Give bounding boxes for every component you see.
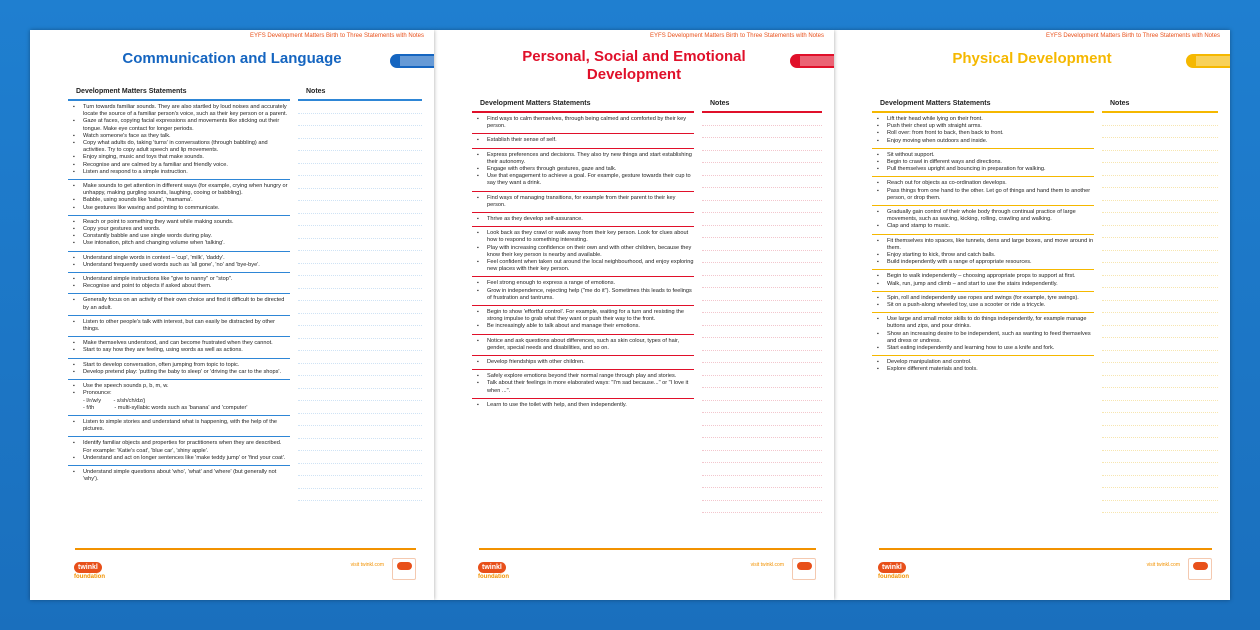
logo-foundation: foundation [878,574,909,580]
notes-line [298,264,422,277]
notes-line [298,214,422,227]
statement-item: ▪ Listen and respond to a simple instruction. [68,169,290,176]
statement-item: ▪ Sit without support. [872,152,1094,159]
statement-item: ▪ Enjoy starting to kick, throw and catch balls. [872,252,1094,259]
page-personal-social-emotional [434,30,834,600]
statement-group [68,466,290,486]
page-physical-development [834,30,1230,600]
notes-line [702,238,822,251]
page-communication-language [30,30,434,600]
statement-group [472,113,694,134]
notes-line [298,164,422,177]
statement-item: ▪ Walk, run, jump and climb – and start to use the stairs independently. [872,281,1094,288]
notes-line [1102,313,1218,326]
notes-header: Notes [1102,100,1218,113]
statement-item: ▪ Turn towards familiar sounds. They are also startled by loud noises and accurately locate the source of a familiar person's voice, such as their key person or a parent. [68,104,290,118]
statement-item: ▪ Lift their head while lying on their front. [872,116,1094,123]
statement-group [872,356,1094,376]
notes-line [702,438,822,451]
statement-group [472,277,694,306]
notes-line [1102,201,1218,214]
visit-link: visit twinkl.com [750,562,784,568]
statement-item: ▪ Listen to other people's talk with interest, but can easily be distracted by other things. [68,319,290,333]
statement-item: ▪ Reach out for objects as co-ordination develops. [872,180,1094,187]
notes-line [702,301,822,314]
notes-line [1102,113,1218,126]
notes-line [702,263,822,276]
statement-item: ▪ Pull themselves upright and bouncing in preparation for walking. [872,166,1094,173]
statement-item: ▪ Start to develop conversation, often jumping from topic to topic. [68,362,290,369]
statement-item: ▪ Understand simple instructions like "give to nanny" or "stop". [68,276,290,283]
statement-item: ▪ Make sounds to get attention in different ways (for example, crying when hungry or unhappy, making gurgling sounds, laughing, cooing or babbling). [68,183,290,197]
statements-header: Development Matters Statements [472,100,694,113]
notes-line [702,501,822,514]
statement-item: ▪ Find ways to calm themselves, through being calmed and comforted by their key person. [472,116,694,130]
notes-line [298,364,422,377]
logo-mark: twinkl [878,562,906,573]
notes-line [1102,326,1218,339]
notes-line [702,463,822,476]
statements-header: Development Matters Statements [68,88,290,101]
footer-rule [479,548,816,550]
statement-item: ▪ Use that engagement to achieve a goal. For example, gesture towards their cup to say they want a drink. [472,173,694,187]
notes-line [298,376,422,389]
notes-line [298,226,422,239]
page-title: Communication and Language [122,50,342,67]
notes-line [1102,276,1218,289]
statement-item: ▪ Fit themselves into spaces, like tunnels, dens and large boxes, and move around in them. [872,238,1094,252]
notes-line [702,451,822,464]
statement-item: ▪ Begin to walk independently – choosing appropriate props to support at first. [872,273,1094,280]
notes-line [1102,263,1218,276]
statement-item: ▪ Use the speech sounds p, b, m, w. [68,383,290,390]
statement-item: ▪ Play with increasing confidence on their own and with other children, because they know their key person is nearby and available. [472,245,694,259]
statement-group [472,306,694,335]
notes-line [298,276,422,289]
statement-group [68,180,290,216]
notes-column [702,100,822,513]
twinkl-foundation-logo [878,556,918,582]
notes-line [702,488,822,501]
notes-line [1102,151,1218,164]
statement-item: ▪ Develop pretend play: 'putting the baby to sleep' or 'driving the car to the shops'. [68,369,290,376]
statement-group [68,437,290,466]
statement-group [472,399,694,412]
notes-line [298,151,422,164]
statement-item: ▪ Begin to show 'effortful control'. For example, waiting for a turn and resisting the strong impulse to grab what they want or push their way to the front. [472,309,694,323]
notes-line [1102,338,1218,351]
tab-decoration [790,54,834,68]
notes-line [298,489,422,502]
statement-item: ▪ Look back as they crawl or walk away from their key person. Look for clues about how to respond to something interesting. [472,230,694,244]
statement-item: ▪ Use gestures like waving and pointing to communicate. [68,205,290,212]
footer-rule [879,548,1212,550]
notes-line [298,251,422,264]
notes-line [1102,251,1218,264]
statement-item: ▪ Spin, roll and independently use ropes and swings (for example, tyre swings). [872,295,1094,302]
statement-group [68,316,290,337]
notes-header: Notes [702,100,822,113]
notes-line [702,126,822,139]
twinkl-foundation-logo [478,556,518,582]
statement-item: ▪ Start eating independently and learning how to use a knife and fork. [872,345,1094,352]
notes-line [298,451,422,464]
notes-line [702,226,822,239]
statement-item: ▪ Show an increasing desire to be independent, such as wanting to feed themselves and dress or undress. [872,331,1094,345]
notes-line [702,163,822,176]
statement-item: ▪ Explore different materials and tools. [872,366,1094,373]
notes-line [298,139,422,152]
statement-item: ▪ Listen to simple stories and understand what is happening, with the help of the pictures. [68,419,290,433]
page-title: Personal, Social and Emotional Development [522,48,746,83]
statement-item: ▪ Reach or point to something they want while making sounds. [68,219,290,226]
notes-column [1102,100,1218,513]
page-title: Physical Development [952,50,1112,67]
notes-line [702,176,822,189]
statement-group [68,273,290,294]
notes-line [702,338,822,351]
notes-line [1102,388,1218,401]
footer-rule [75,548,416,550]
notes-line [298,239,422,252]
notes-line [298,301,422,314]
header-text: EYFS Development Matters Birth to Three Statements with Notes [650,33,824,39]
twinkl-foundation-logo [74,556,114,582]
notes-line [702,326,822,339]
statements-column [68,88,290,486]
statement-item: ▪ Grow in independence, rejecting help ("me do it"). Sometimes this leads to feelings of frustration and tantrums. [472,288,694,302]
statement-group [472,134,694,148]
notes-line [702,213,822,226]
statement-item: ▪ Constantly babble and use single words during play. [68,233,290,240]
statement-item: ▪ Develop manipulation and control. [872,359,1094,366]
statement-item: ▪ Understand frequently used words such as 'all gone', 'no' and 'bye-bye'. [68,262,290,269]
statement-item: ▪ Begin to crawl in different ways and directions. [872,159,1094,166]
statement-item: ▪ Enjoy moving when outdoors and inside. [872,138,1094,145]
notes-line [702,413,822,426]
logo-foundation: foundation [478,574,509,580]
statement-group [472,192,694,213]
notes-line [298,314,422,327]
notes-line [702,351,822,364]
notes-line [702,476,822,489]
notes-line [298,289,422,302]
notes-line [1102,376,1218,389]
statement-group [68,101,290,180]
notes-line [1102,363,1218,376]
notes-line [1102,488,1218,501]
statement-item: ▪ Watch someone's face as they talk. [68,133,290,140]
statement-group [872,313,1094,356]
statement-item: ▪ Understand single words in context – 'cup', 'milk', 'daddy'. [68,255,290,262]
statement-group [472,335,694,356]
header-text: EYFS Development Matters Birth to Three Statements with Notes [1046,33,1220,39]
notes-line [298,401,422,414]
notes-line [298,339,422,352]
logo-mark: twinkl [74,562,102,573]
notes-line [298,201,422,214]
notes-line [1102,501,1218,514]
notes-line [1102,401,1218,414]
statement-item: ▪ Thrive as they develop self-assurance. [472,216,694,223]
statement-item: ▪ Use intonation, pitch and changing volume when 'talking'. [68,240,290,247]
statement-item: ▪ Recognise and are calmed by a familiar and friendly voice. [68,162,290,169]
notes-line [1102,238,1218,251]
statement-group [872,235,1094,271]
statements-column [472,100,694,412]
statement-item: ▪ Roll over: from front to back, then back to front. [872,130,1094,137]
statement-group [68,216,290,252]
notes-line [298,114,422,127]
statement-group [68,252,290,273]
notes-line [1102,163,1218,176]
notes-line [298,189,422,202]
notes-line [702,201,822,214]
notes-line [298,126,422,139]
notes-line [702,363,822,376]
statement-item: ▪ Develop friendships with other children. [472,359,694,366]
statement-item: ▪ Gaze at faces, copying facial expressions and movements like sticking out their tongue. Make eye contact for longer periods. [68,118,290,132]
statement-subitem: - l/r/w/y - s/sh/ch/dz/j [83,397,145,404]
notes-line [1102,351,1218,364]
statement-item: ▪ Notice and ask questions about differences, such as skin colour, types of hair, gender, special needs and disabilities, and so on. [472,338,694,352]
statement-group [472,370,694,399]
statement-group [68,416,290,437]
logo-foundation: foundation [74,574,105,580]
statement-item: ▪ Understand and act on longer sentences like 'make teddy jump' or 'find your coat'. [68,455,290,462]
statement-item: ▪ Identify familiar objects and properties for practitioners when they are described. For example: 'Katie's coat', 'blue car', 'shiny apple'. [68,440,290,454]
statement-group [68,380,290,416]
statement-item: ▪ Use large and small motor skills to do things independently, for example manage buttons and zips, and pour drinks. [872,316,1094,330]
notes-line [702,376,822,389]
statement-group [472,149,694,192]
statement-item: ▪ Pass things from one hand to the other. Let go of things and hand them to another person, or drop them. [872,188,1094,202]
notes-line [298,176,422,189]
twinkl-badge-icon [392,558,416,580]
notes-line [298,326,422,339]
statement-item: ▪ Build independently with a range of appropriate resources. [872,259,1094,266]
notes-line [298,439,422,452]
visit-link: visit twinkl.com [1146,562,1180,568]
notes-line [1102,126,1218,139]
notes-line [702,151,822,164]
notes-line [298,464,422,477]
statement-item: ▪ Generally focus on an activity of their own choice and find it difficult to be directed by an adult. [68,297,290,311]
statement-item: ▪ Gradually gain control of their whole body through continual practice of large movements, such as waving, kicking, rolling, crawling and walking. [872,209,1094,223]
notes-line [1102,188,1218,201]
statements-header: Development Matters Statements [872,100,1094,113]
notes-line [1102,176,1218,189]
statement-item: ▪ Feel confident when taken out around the local neighbourhood, and enjoy exploring new places with their key person. [472,259,694,273]
notes-line [1102,301,1218,314]
visit-link: visit twinkl.com [350,562,384,568]
statement-item: ▪ Engage with others through gestures, gaze and talk. [472,166,694,173]
statement-group [68,359,290,380]
twinkl-badge-icon [792,558,816,580]
header-text: EYFS Development Matters Birth to Three Statements with Notes [250,33,424,39]
logo-mark: twinkl [478,562,506,573]
notes-line [1102,213,1218,226]
tab-decoration [1186,54,1230,68]
statement-item: ▪ Sit on a push-along wheeled toy, use a scooter or ride a tricycle. [872,302,1094,309]
notes-line [1102,426,1218,439]
statement-item: ▪ Push their chest up with straight arms. [872,123,1094,130]
notes-line [1102,138,1218,151]
notes-line [1102,413,1218,426]
statement-group [872,270,1094,291]
notes-line [702,276,822,289]
notes-line [1102,226,1218,239]
twinkl-badge-icon [1188,558,1212,580]
statement-item: ▪ Be increasingly able to talk about and manage their emotions. [472,323,694,330]
statement-subitem: - f/th - multi-syllabic words such as 'banana' and 'computer' [83,404,248,411]
notes-line [702,251,822,264]
statement-group [872,292,1094,313]
statement-item: ▪ Feel strong enough to express a range of emotions. [472,280,694,287]
statement-item: ▪ Pronounce: [68,390,290,397]
notes-line [298,101,422,114]
statement-item: ▪ Talk about their feelings in more elaborated ways: "I'm sad because..." or "I love it when ...". [472,380,694,394]
statement-item: ▪ Make themselves understood, and can become frustrated when they cannot. [68,340,290,347]
notes-line [702,138,822,151]
statements-column [872,100,1094,377]
notes-line [298,414,422,427]
statement-item: ▪ Copy what adults do, taking 'turns' in conversations (through babbling) and activities. Try to copy adult speech and lip movements. [68,140,290,154]
notes-line [1102,463,1218,476]
statement-group [872,149,1094,178]
statement-item: ▪ Copy your gestures and words. [68,226,290,233]
statement-item: ▪ Start to say how they are feeling, using words as well as actions. [68,347,290,354]
statement-item: ▪ Clap and stamp to music. [872,223,1094,230]
statement-item: ▪ Babble, using sounds like 'baba', 'mamama'. [68,197,290,204]
notes-line [702,401,822,414]
notes-line [702,426,822,439]
statement-item: ▪ Learn to use the toilet with help, and then independently. [472,402,694,409]
statement-group [472,213,694,227]
notes-line [1102,476,1218,489]
notes-line [1102,438,1218,451]
statement-group [68,337,290,358]
notes-line [298,389,422,402]
notes-header: Notes [298,88,422,101]
notes-line [702,288,822,301]
tab-decoration [390,54,434,68]
statement-item: ▪ Find ways of managing transitions, for example from their parent to their key person. [472,195,694,209]
notes-line [1102,451,1218,464]
statement-group [872,206,1094,235]
statement-item: ▪ Establish their sense of self. [472,137,694,144]
notes-line [702,113,822,126]
notes-line [1102,288,1218,301]
statement-item: ▪ Safely explore emotions beyond their normal range through play and stories. [472,373,694,380]
notes-line [702,313,822,326]
statement-item: ▪ Understand simple questions about 'who', 'what' and 'where' (but generally not 'why'). [68,469,290,483]
notes-line [298,426,422,439]
notes-line [298,351,422,364]
notes-line [298,476,422,489]
statement-item: ▪ Express preferences and decisions. They also try new things and start establishing their autonomy. [472,152,694,166]
statement-group [872,113,1094,149]
statement-item: ▪ Enjoy singing, music and toys that make sounds. [68,154,290,161]
statement-group [472,227,694,277]
statement-group [68,294,290,315]
statement-item: ▪ Recognise and point to objects if asked about them. [68,283,290,290]
notes-line [702,388,822,401]
statement-group [472,356,694,370]
statement-group [872,177,1094,206]
notes-column [298,88,422,501]
notes-line [702,188,822,201]
